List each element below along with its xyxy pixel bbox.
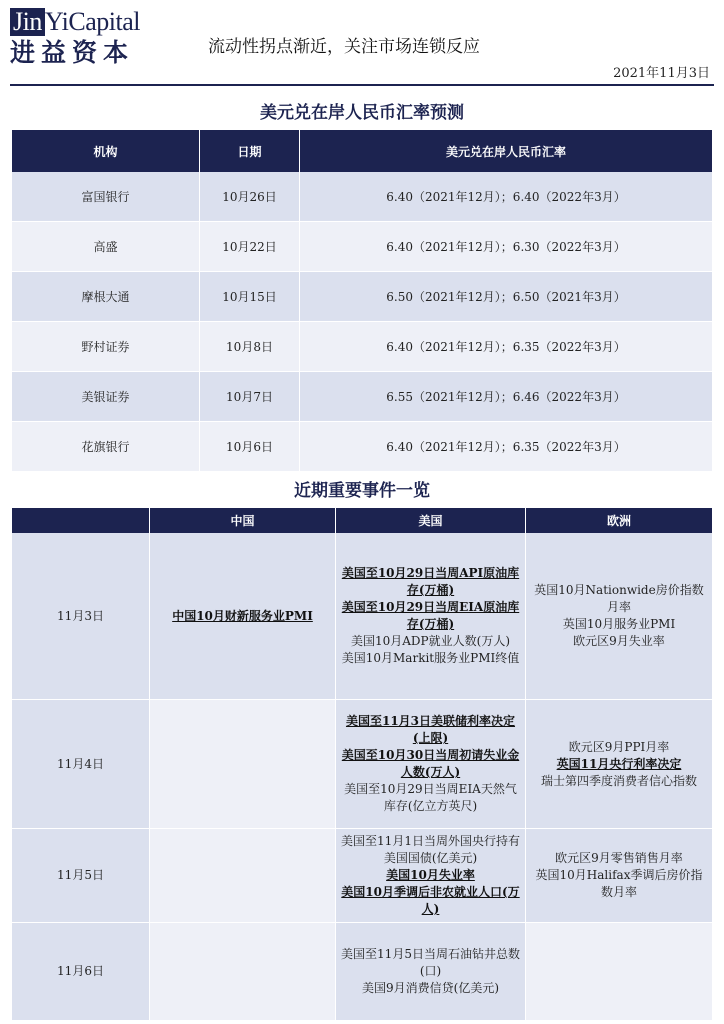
forecast-cell: 6.50（2021年12月）；6.50（2021年3月） [300, 272, 712, 322]
forecast-cell: 6.55（2021年12月）；6.46（2022年3月） [300, 372, 712, 422]
date-cell: 10月7日 [200, 372, 300, 422]
events-cell-europe [526, 700, 712, 829]
forecast-cell: 6.40（2021年12月）；6.40（2022年3月） [300, 172, 712, 222]
events-cell-europe [526, 829, 712, 923]
events-cell-us [336, 923, 526, 1021]
fx-section-title: 美元兑在岸人民币汇率预测 [260, 103, 464, 123]
forecast-cell: 6.40（2021年12月）；6.35（2022年3月） [300, 322, 712, 372]
events-cell-china [150, 829, 336, 923]
event-item: 美国至10月29日当周API原油库存(万桶) [341, 566, 520, 597]
event-item: 美国至10月30日当周初请失业金人数(万人) [341, 748, 520, 779]
column-header-date: 日期 [200, 130, 300, 172]
date-cell: 10月22日 [200, 222, 300, 272]
institution-cell: 花旗银行 [12, 422, 200, 472]
event-date-cell: 11月6日 [12, 923, 150, 1021]
events-cell-us [336, 829, 526, 923]
date-cell: 10月15日 [200, 272, 300, 322]
event-item: 美国9月消费信贷(亿美元) [362, 981, 499, 995]
table-row [12, 272, 712, 322]
events-cell-europe [526, 923, 712, 1021]
table-row [12, 172, 712, 222]
column-header-china: 中国 [150, 508, 336, 533]
event-item: 英国10月Nationwide房价指数月率 [534, 583, 704, 614]
column-header-institution: 机构 [12, 130, 200, 172]
forecast-cell: 6.40（2021年12月）；6.30（2022年3月） [300, 222, 712, 272]
event-item: 美国10月ADP就业人数(万人) [351, 634, 510, 648]
date-cell: 10月26日 [200, 172, 300, 222]
company-logo [10, 8, 152, 72]
event-item: 美国10月Markit服务业PMI终值 [341, 651, 520, 665]
event-item: 瑞士第四季度消费者信心指数 [540, 773, 697, 788]
event-date-cell: 11月5日 [12, 829, 150, 923]
events-cell-us [336, 700, 526, 829]
event-item: 欧元区9月失业率 [573, 634, 665, 648]
event-item: 中国10月财新服务业PMI [172, 608, 313, 623]
event-item: 美国至10月29日当周EIA原油库存(万桶) [341, 600, 520, 631]
table-row [12, 829, 712, 923]
column-header-date [12, 508, 150, 533]
event-item: 美国至11月3日美联储利率决定(上限) [345, 714, 516, 745]
events-cell-china [150, 923, 336, 1021]
page-headline: 流动性拐点渐近，关注市场连锁反应 [208, 37, 480, 57]
column-header-forecast: 美元兑在岸人民币汇率 [300, 130, 712, 172]
events-cell-china [150, 533, 336, 700]
institution-cell: 美银证券 [12, 372, 200, 422]
event-date-cell: 11月3日 [12, 533, 150, 700]
table-row [12, 422, 712, 472]
forecast-cell: 6.40（2021年12月）；6.35（2022年3月） [300, 422, 712, 472]
event-item: 美国至11月5日当周石油钻井总数(口) [341, 947, 520, 978]
table-row [12, 700, 712, 829]
logo-box-text: Jin [10, 8, 45, 36]
event-item: 美国至10月29日当周EIA天然气库存(亿立方英尺) [344, 782, 517, 813]
logo-chinese-name: 进益资本 [10, 38, 135, 67]
events-cell-europe [526, 533, 712, 700]
logo-wordmark [10, 8, 152, 36]
date-cell: 10月8日 [200, 322, 300, 372]
event-item: 欧元区9月零售销售月率 [555, 851, 683, 865]
fx-forecast-table [12, 130, 712, 472]
event-item: 美国至11月1日当周外国央行持有美国国债(亿美元) [341, 834, 520, 865]
table-row [12, 533, 712, 700]
events-table [12, 508, 712, 1021]
event-item: 美国10月季调后非农就业人口(万人) [341, 885, 520, 916]
event-item: 英国11月央行利率决定 [556, 756, 682, 771]
logo-rest-text: YiCapital [44, 7, 141, 36]
header-divider [10, 84, 714, 86]
events-cell-us [336, 533, 526, 700]
table-row [12, 322, 712, 372]
report-date: 2021年11月3日 [613, 66, 710, 81]
column-header-us: 美国 [336, 508, 526, 533]
institution-cell: 富国银行 [12, 172, 200, 222]
event-date-cell: 11月4日 [12, 700, 150, 829]
event-item: 欧元区9月PPI月率 [568, 739, 670, 754]
column-header-europe: 欧洲 [526, 508, 712, 533]
table-row [12, 222, 712, 272]
institution-cell: 高盛 [12, 222, 200, 272]
event-item: 美国10月失业率 [386, 868, 475, 882]
institution-cell: 摩根大通 [12, 272, 200, 322]
fx-header-row [12, 130, 712, 172]
event-item: 英国10月服务业PMI [562, 617, 676, 631]
events-cell-china [150, 700, 336, 829]
event-item: 英国10月Halifax季调后房价指数月率 [535, 868, 703, 899]
table-row [12, 923, 712, 1021]
events-section-title: 近期重要事件一览 [294, 481, 430, 501]
date-cell: 10月6日 [200, 422, 300, 472]
events-header-row [12, 508, 712, 533]
institution-cell: 野村证券 [12, 322, 200, 372]
table-row [12, 372, 712, 422]
